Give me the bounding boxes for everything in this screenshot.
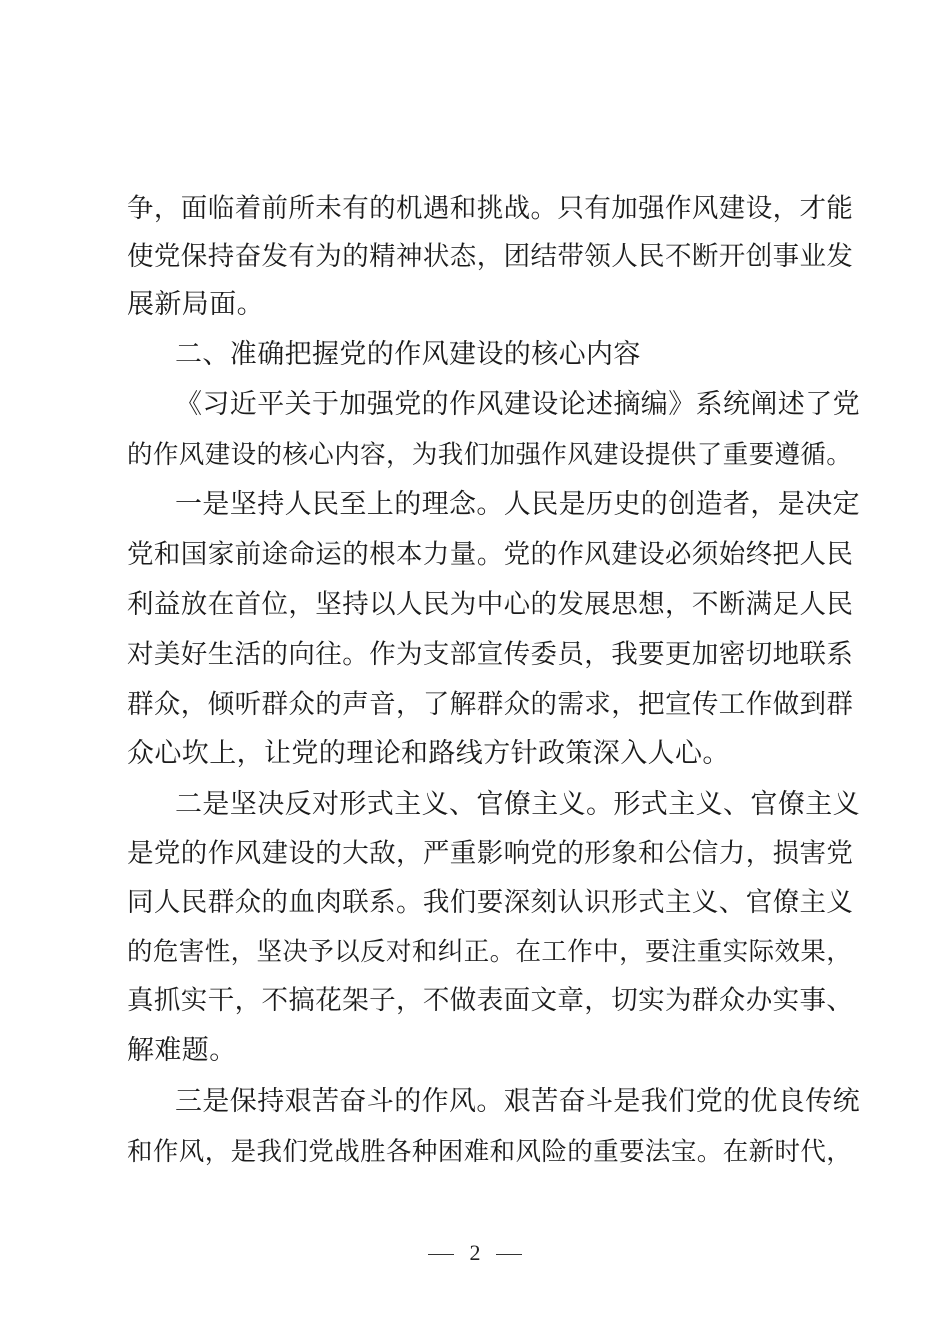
text-line: 对美好生活的向往。作为支部宣传委员，我要更加密切地联系 <box>127 639 854 670</box>
text-line: 《习近平关于加强党的作风建设论述摘编》系统阐述了党 <box>175 389 860 420</box>
text-line: 使党保持奋发有为的精神状态，团结带领人民不断开创事业发 <box>127 241 854 272</box>
text-line: 争，面临着前所未有的机遇和挑战。只有加强作风建设，才能 <box>127 193 854 224</box>
text-line: 解难题。 <box>127 1035 237 1066</box>
text-line: 众心坎上，让党的理论和路线方针政策深入人心。 <box>127 738 730 769</box>
text-line: 一是坚持人民至上的理念。人民是历史的创造者，是决定 <box>175 489 860 520</box>
text-line: 利益放在首位，坚持以人民为中心的发展思想，不断满足人民 <box>127 589 854 620</box>
text-line: 的作风建设的核心内容，为我们加强作风建设提供了重要遵循。 <box>127 440 853 470</box>
text-line: 党和国家前途命运的根本力量。党的作风建设必须始终把人民 <box>127 539 854 570</box>
text-line: 展新局面。 <box>127 289 264 320</box>
text-line: 真抓实干，不搞花架子，不做表面文章，切实为群众办实事、 <box>127 985 854 1016</box>
page-number: 2 <box>469 1240 481 1265</box>
footer-dash-left <box>428 1254 454 1255</box>
footer-dash-right <box>496 1254 522 1255</box>
text-line: 同人民群众的血肉联系。我们要深刻认识形式主义、官僚主义 <box>127 887 854 918</box>
text-line: 三是保持艰苦奋斗的作风。艰苦奋斗是我们党的优良传统 <box>175 1086 860 1117</box>
section-heading: 二、准确把握党的作风建设的核心内容 <box>175 339 641 370</box>
text-line: 和作风，是我们党战胜各种困难和风险的重要法宝。在新时代， <box>127 1137 853 1167</box>
text-line: 是党的作风建设的大敌，严重影响党的形象和公信力，损害党 <box>127 838 854 869</box>
page-footer <box>0 1238 950 1268</box>
text-line: 二是坚决反对形式主义、官僚主义。形式主义、官僚主义 <box>175 789 860 820</box>
text-line: 的危害性，坚决予以反对和纠正。在工作中，要注重实际效果， <box>127 937 853 967</box>
text-line: 群众，倾听群众的声音，了解群众的需求，把宣传工作做到群 <box>127 689 854 720</box>
